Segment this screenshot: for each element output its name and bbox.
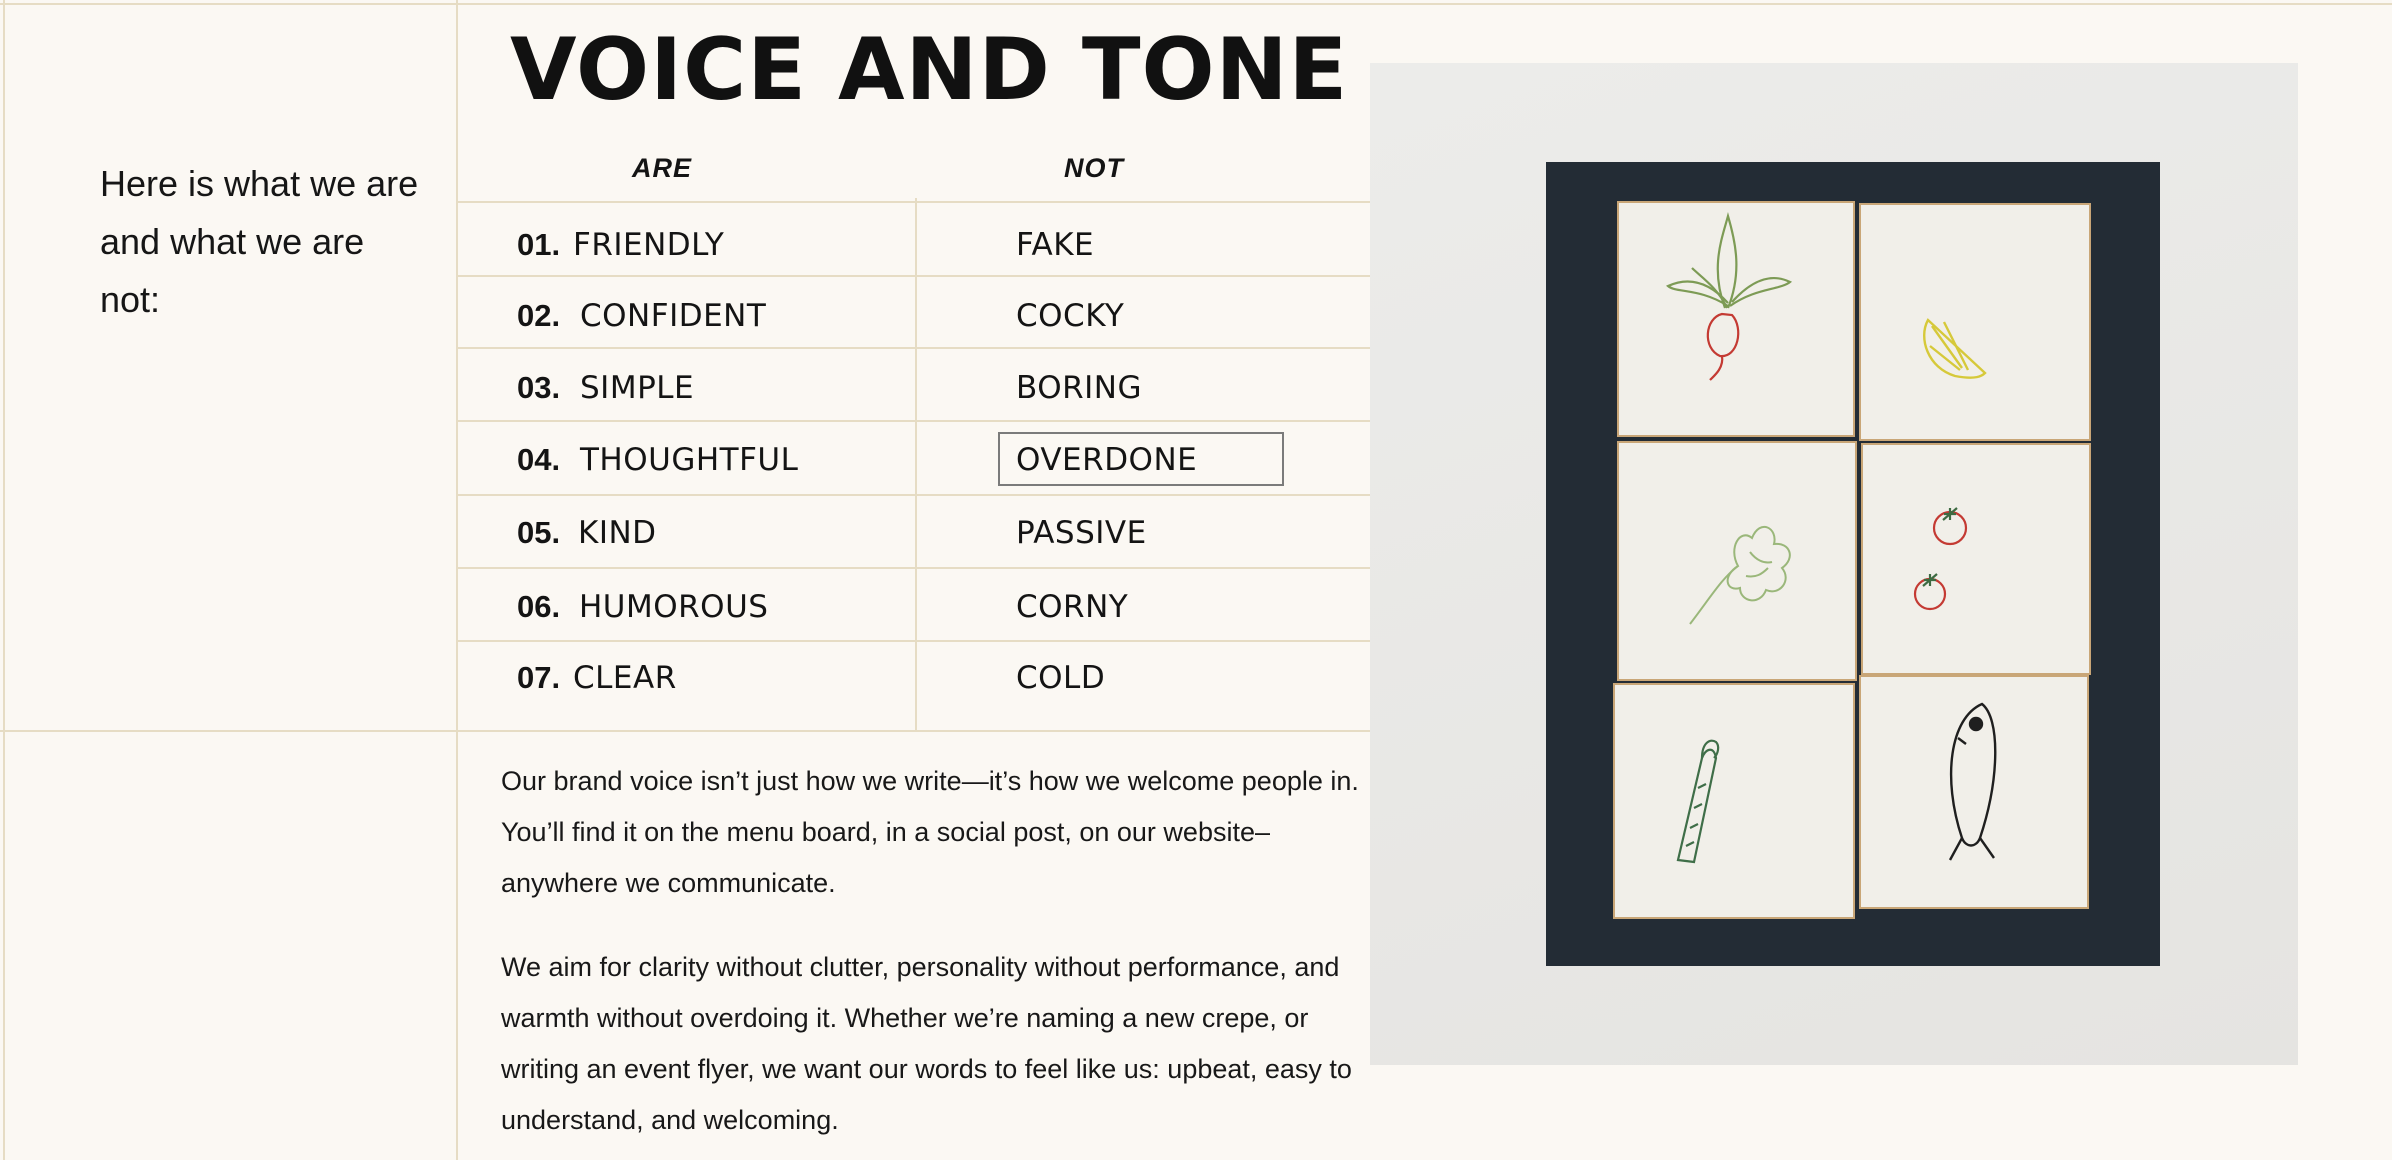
top-rule	[0, 3, 2392, 5]
row-are-value: THOUGHTFUL	[580, 442, 799, 478]
body-paragraph: Our brand voice isn’t just how we write—it’s how we welcome people in. You’ll find it on the menu board, in a social post, on our website–anywhere we communicate.	[501, 766, 1359, 898]
row-number: 01.	[517, 227, 561, 262]
page-title: VOICE AND TONE	[510, 20, 1349, 120]
row-are-value: FRIENDLY	[573, 227, 725, 263]
row-not-value: FAKE	[1016, 227, 1095, 263]
row-not-value: CORNY	[1016, 589, 1129, 625]
table-rule	[457, 494, 1370, 496]
intro-text: Here is what we are and what we are not:	[100, 163, 419, 320]
row-are-value: CLEAR	[573, 660, 677, 696]
row-are-value: CONFIDENT	[580, 298, 767, 334]
row-number: 03.	[517, 370, 561, 405]
table-rule	[457, 347, 1370, 349]
table-rule	[457, 201, 1370, 203]
napkin	[1860, 676, 2088, 908]
column-header-not: NOT	[1064, 153, 1124, 183]
table-row	[0, 352, 1370, 424]
selection-outline	[998, 432, 1284, 486]
row-are-value: SIMPLE	[580, 370, 695, 406]
table-row	[0, 642, 1370, 714]
napkin-grid	[1614, 202, 2090, 918]
embroidered-napkins-photo	[1610, 198, 2100, 928]
row-number: 04.	[517, 442, 561, 477]
section-rule	[0, 730, 1370, 732]
napkin	[1618, 442, 1856, 680]
row-number: 05.	[517, 515, 561, 550]
row-number: 02.	[517, 298, 561, 333]
row-are-value: HUMOROUS	[579, 589, 769, 625]
table-row	[0, 280, 1370, 352]
row-not-value: COLD	[1016, 660, 1106, 696]
napkin	[1614, 684, 1854, 918]
row-not-value: OVERDONE	[1016, 442, 1198, 478]
table-row	[0, 209, 1370, 281]
table-row	[0, 497, 1370, 569]
row-are-value: KIND	[578, 515, 657, 551]
napkin	[1862, 444, 2090, 674]
table-rule	[457, 275, 1370, 277]
table-rule	[457, 420, 1370, 422]
body-paragraph: We aim for clarity without clutter, personality without performance, and warmth without overdoing it. Whether we’re naming a new crepe, or writing an event flyer, we want our words to feel like us: upbeat, easy to understand, and welcoming.	[501, 952, 1352, 1135]
row-number: 07.	[517, 660, 561, 695]
row-not-value: PASSIVE	[1016, 515, 1147, 551]
table-row	[0, 571, 1370, 643]
row-number: 06.	[517, 589, 561, 624]
column-header-are: ARE	[631, 153, 692, 183]
row-not-value: BORING	[1016, 370, 1143, 406]
table-rule	[457, 567, 1370, 569]
napkin	[1860, 204, 2090, 440]
row-not-value: COCKY	[1016, 298, 1125, 334]
